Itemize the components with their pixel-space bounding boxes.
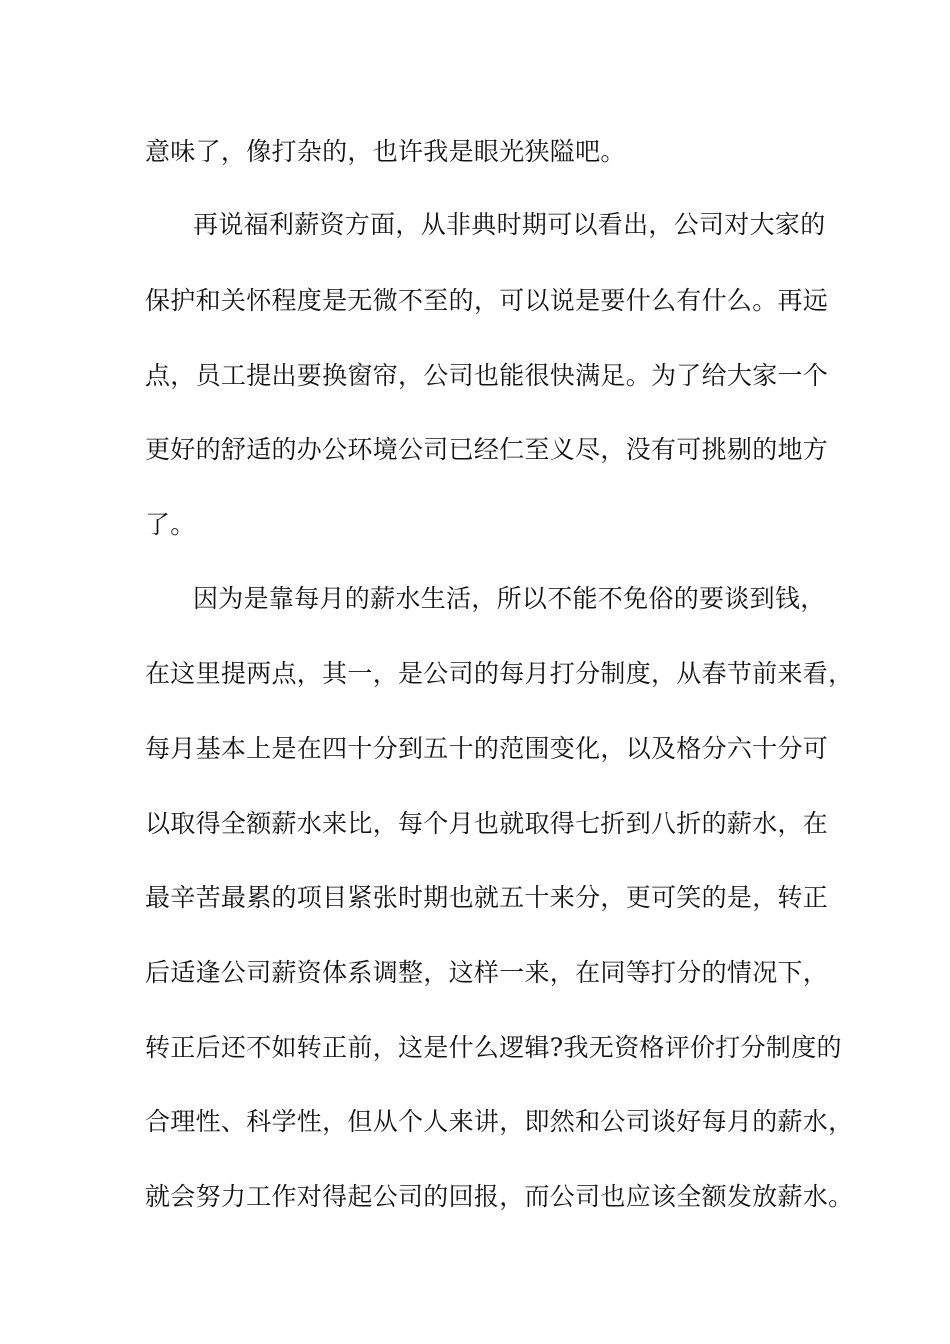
- text-line: 在这里提两点，其一，是公司的每月打分制度，从春节前来看，: [145, 659, 854, 688]
- text-line: 更好的舒适的办公环境公司已经仁至义尽，没有可挑剔的地方: [145, 435, 829, 464]
- text-line: 了。: [145, 510, 196, 539]
- text-line: 意味了，像打杂的，也许我是眼光狭隘吧。: [145, 137, 626, 166]
- text-line: 合理性、科学性，但从个人来讲，即然和公司谈好每月的薪水，: [145, 1107, 854, 1136]
- text-line: 保护和关怀程度是无微不至的，可以说是要什么有什么。再远: [145, 286, 829, 315]
- text-line: 最辛苦最累的项目紧张时期也就五十来分，更可笑的是，转正: [145, 883, 829, 912]
- text-line: 点，员工提出要换窗帘，公司也能很快满足。为了给大家一个: [145, 361, 829, 390]
- text-line: 后适逢公司薪资体系调整，这样一来，在同等打分的情况下，: [145, 958, 829, 987]
- paragraph-first-line: 再说福利薪资方面，从非典时期可以看出，公司对大家的: [193, 210, 826, 239]
- paragraph-first-line: 因为是靠每月的薪水生活，所以不能不免俗的要谈到钱，: [193, 584, 826, 613]
- text-line: 就会努力工作对得起公司的回报，而公司也应该全额发放薪水。: [145, 1182, 854, 1211]
- text-line: 转正后还不如转正前，这是什么逻辑?我无资格评价打分制度的: [145, 1033, 842, 1062]
- text-line: 每月基本上是在四十分到五十的范围变化，以及格分六十分可: [145, 734, 829, 763]
- text-line: 以取得全额薪水来比，每个月也就取得七折到八折的薪水，在: [145, 809, 829, 838]
